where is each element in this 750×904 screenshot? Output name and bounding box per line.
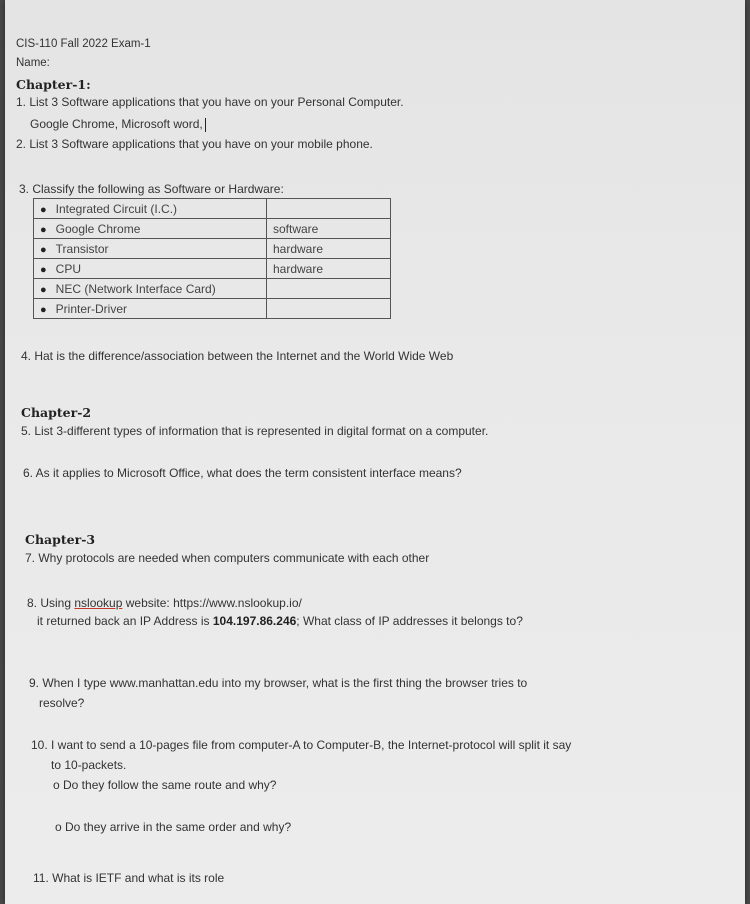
table-cell-answer[interactable]: [267, 279, 391, 299]
bullet-icon: ●: [40, 243, 47, 256]
exam-paper: [5, 0, 745, 904]
question-9: 9. When I type www.manhattan.edu into my browser, what is the first thing the browser tries to: [29, 676, 528, 690]
table-cell-item: ● CPU: [34, 259, 267, 279]
table-cell-item: ● Integrated Circuit (I.C.): [34, 199, 267, 219]
table-cell-answer[interactable]: software: [267, 219, 391, 239]
table-cell-item: ● Google Chrome: [34, 219, 267, 239]
chapter-1-title: Chapter-1:: [16, 77, 91, 92]
table-cell-answer[interactable]: hardware: [267, 259, 391, 279]
chapter-2-title: Chapter-2: [21, 405, 92, 420]
bullet-icon: ●: [40, 263, 47, 276]
question-8-detail: it returned back an IP Address is 104.197.86.246; What class of IP addresses it belongs to?: [37, 614, 523, 628]
table-row: [34, 299, 391, 319]
question-1: 1. List 3 Software applications that you have on your Personal Computer.: [16, 95, 404, 109]
table-cell-item: ● Transistor: [34, 239, 267, 259]
bullet-icon: ●: [40, 283, 47, 296]
bullet-icon: ●: [40, 303, 47, 316]
chapter-3-title: Chapter-3: [25, 532, 96, 547]
question-8: 8. Using nslookup website: https://www.nslookup.io/: [27, 596, 302, 610]
table-row: [34, 219, 391, 239]
question-4: 4. Hat is the difference/association between the Internet and the World Wide Web: [21, 349, 454, 363]
table-cell-item: ● Printer-Driver: [34, 299, 267, 319]
table-cell-answer[interactable]: [267, 199, 391, 219]
table-cell-answer[interactable]: hardware: [267, 239, 391, 259]
bullet-icon: ●: [40, 203, 47, 216]
table-cell-answer[interactable]: [267, 299, 391, 319]
question-2: 2. List 3 Software applications that you have on your mobile phone.: [16, 137, 373, 151]
table-row: [34, 259, 391, 279]
table-row: [34, 199, 391, 219]
question-3: 3. Classify the following as Software or Hardware:: [19, 182, 284, 196]
course-header: CIS-110 Fall 2022 Exam-1: [16, 38, 151, 50]
table-cell-item: ● NEC (Network Interface Card): [34, 279, 267, 299]
question-9-cont: resolve?: [39, 696, 85, 710]
name-label: Name:: [16, 57, 50, 69]
bullet-icon: ●: [40, 223, 47, 236]
table-row: [34, 239, 391, 259]
question-10: 10. I want to send a 10-pages file from computer-A to Computer-B, the Internet-protocol will split it say: [31, 738, 572, 752]
text-cursor: [205, 118, 206, 132]
question-10-cont: to 10-packets.: [51, 758, 127, 772]
answer-1-text: Google Chrome, Microsoft word,: [30, 117, 203, 131]
classification-table: [33, 198, 391, 319]
nslookup-link: nslookup: [74, 596, 123, 610]
question-10-route: o Do they follow the same route and why?: [53, 778, 277, 792]
ip-address: 104.197.86.246: [212, 614, 297, 628]
question-6: 6. As it applies to Microsoft Office, what does the term consistent interface means?: [23, 466, 462, 480]
table-row: [34, 279, 391, 299]
question-10-order: o Do they arrive in the same order and why?: [55, 820, 292, 834]
answer-1[interactable]: [30, 117, 206, 132]
question-11: 11. What is IETF and what is its role: [33, 871, 225, 885]
question-5: 5. List 3-different types of information that is represented in digital format on a computer.: [21, 424, 489, 438]
question-7: 7. Why protocols are needed when computers communicate with each other: [25, 551, 430, 565]
